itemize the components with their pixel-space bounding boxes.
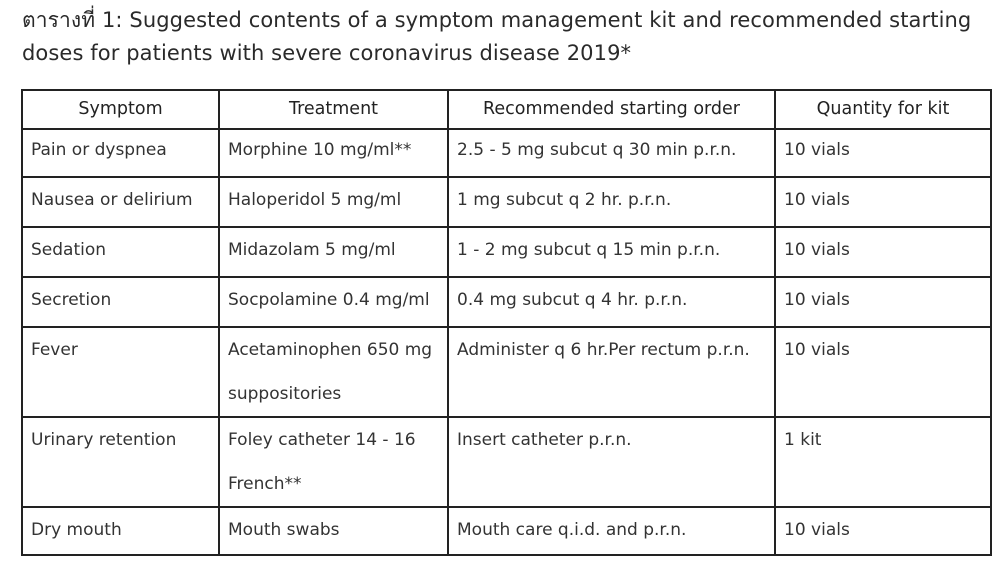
cell-order: Mouth care q.i.d. and p.r.n. (448, 507, 775, 555)
cell-symptom: Dry mouth (22, 507, 219, 555)
cell-order: 1 mg subcut q 2 hr. p.r.n. (448, 177, 775, 227)
header-symptom: Symptom (22, 90, 219, 129)
table-row (22, 177, 991, 227)
cell-treatment: Haloperidol 5 mg/ml (219, 177, 448, 227)
cell-symptom: Nausea or delirium (22, 177, 219, 227)
table-row (22, 129, 991, 177)
cell-treatment: Mouth swabs (219, 507, 448, 555)
header-quantity: Quantity for kit (775, 90, 991, 129)
table-row (22, 277, 991, 327)
cell-quantity: 1 kit (775, 417, 991, 507)
cell-quantity: 10 vials (775, 177, 991, 227)
cell-treatment: Foley catheter 14 - 16 French** (219, 417, 448, 507)
cell-symptom: Pain or dyspnea (22, 129, 219, 177)
header-recommended-order: Recommended starting order (448, 90, 775, 129)
cell-symptom: Secretion (22, 277, 219, 327)
table-row (22, 417, 991, 507)
table-row (22, 327, 991, 417)
cell-order: 2.5 - 5 mg subcut q 30 min p.r.n. (448, 129, 775, 177)
cell-treatment: Morphine 10 mg/ml** (219, 129, 448, 177)
cell-treatment: Acetaminophen 650 mg suppositories (219, 327, 448, 417)
table-header-row (22, 90, 991, 129)
cell-symptom: Fever (22, 327, 219, 417)
cell-quantity: 10 vials (775, 227, 991, 277)
cell-symptom: Urinary retention (22, 417, 219, 507)
table-caption: ตารางที่ 1: Suggested contents of a symptom management kit and recommended starting doses for patients with severe coronavirus disease 2019* (22, 8, 972, 65)
table-row (22, 227, 991, 277)
cell-symptom: Sedation (22, 227, 219, 277)
cell-treatment: Midazolam 5 mg/ml (219, 227, 448, 277)
cell-treatment: Socpolamine 0.4 mg/ml (219, 277, 448, 327)
table-row (22, 507, 991, 555)
symptom-kit-table (21, 89, 992, 556)
cell-order: Insert catheter p.r.n. (448, 417, 775, 507)
cell-quantity: 10 vials (775, 129, 991, 177)
cell-order: Administer q 6 hr.Per rectum p.r.n. (448, 327, 775, 417)
cell-quantity: 10 vials (775, 277, 991, 327)
cell-quantity: 10 vials (775, 507, 991, 555)
header-treatment: Treatment (219, 90, 448, 129)
cell-quantity: 10 vials (775, 327, 991, 417)
cell-order: 0.4 mg subcut q 4 hr. p.r.n. (448, 277, 775, 327)
cell-order: 1 - 2 mg subcut q 15 min p.r.n. (448, 227, 775, 277)
